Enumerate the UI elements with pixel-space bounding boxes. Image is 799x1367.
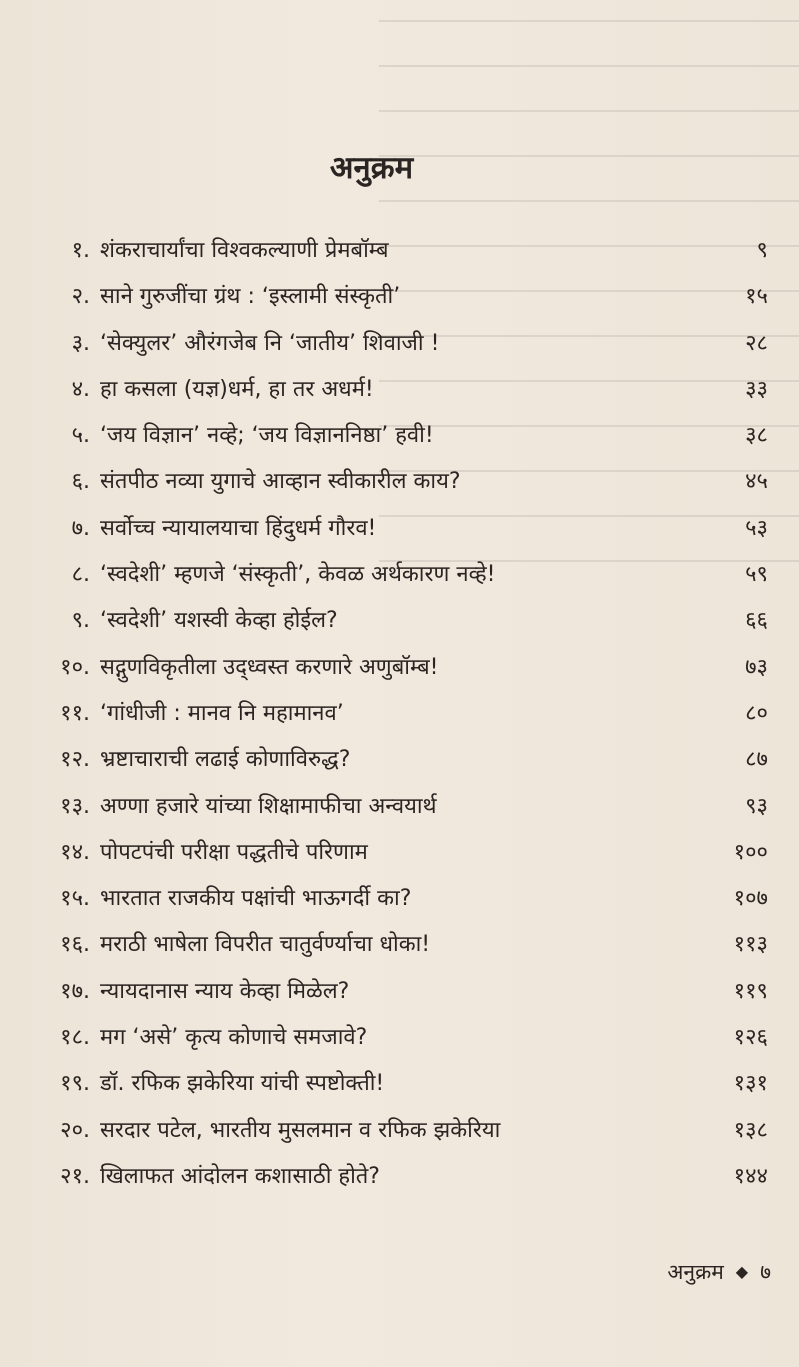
toc-entry-title: न्यायदानास न्याय केव्हा मिळेल? xyxy=(100,978,350,1004)
toc-entry xyxy=(30,1061,770,1107)
toc-entry xyxy=(30,274,770,320)
toc-entry xyxy=(30,598,770,644)
toc-entry-title: भारतात राजकीय पक्षांची भाऊगर्दी का? xyxy=(100,886,412,912)
toc-entry-number: १७. xyxy=(60,978,90,1004)
toc-entry-number: ९. xyxy=(71,608,90,634)
toc-entry-number: १६. xyxy=(60,932,90,958)
toc-entry xyxy=(30,737,770,783)
toc-entry xyxy=(30,1015,770,1061)
table-of-contents xyxy=(30,228,770,1200)
toc-entry-number: ११. xyxy=(60,700,90,726)
toc-entry-page: ७३ xyxy=(745,654,768,680)
toc-entry-title: साने गुरुजींचा ग्रंथ : ‘इस्लामी संस्कृती’ xyxy=(100,284,401,310)
toc-entry-number: ४. xyxy=(71,376,90,402)
toc-entry-title: ‘स्वदेशी’ म्हणजे ‘संस्कृती’, केवळ अर्थकारण नव्हे! xyxy=(100,562,496,588)
toc-entry xyxy=(30,321,770,367)
toc-entry-page: ३८ xyxy=(745,423,768,449)
toc-entry-title: हा कसला (यज्ञ)धर्म, हा तर अधर्म! xyxy=(100,376,374,402)
toc-entry-title: ‘सेक्युलर’ औरंगजेब नि ‘जातीय’ शिवाजी ! xyxy=(100,330,440,356)
toc-entry xyxy=(30,784,770,830)
toc-entry xyxy=(30,1154,770,1200)
toc-entry xyxy=(30,645,770,691)
toc-entry xyxy=(30,228,770,274)
toc-entry-page: ५३ xyxy=(745,515,768,541)
toc-entry-number: २०. xyxy=(60,1117,90,1143)
toc-entry-number: १. xyxy=(71,238,90,263)
toc-entry xyxy=(30,969,770,1015)
toc-entry-page: ११३ xyxy=(733,932,768,958)
footer-page-number: ७ xyxy=(760,1260,771,1284)
toc-entry-page: ९ xyxy=(756,238,768,263)
toc-entry-page: १२६ xyxy=(733,1025,768,1051)
toc-entry-number: १४. xyxy=(60,839,90,865)
toc-entry-page: ४५ xyxy=(745,469,768,495)
toc-entry-title: मराठी भाषेला विपरीत चातुर्वर्ण्याचा धोका! xyxy=(100,932,431,958)
toc-entry-number: ५. xyxy=(71,423,90,449)
toc-entry-title: मग ‘असे’ कृत्य कोणाचे समजावे? xyxy=(100,1025,368,1051)
toc-entry-title: खिलाफत आंदोलन कशासाठी होते? xyxy=(100,1163,380,1189)
toc-entry xyxy=(30,367,770,413)
toc-entry xyxy=(30,922,770,968)
toc-entry-title: ‘स्वदेशी’ यशस्वी केव्हा होईल? xyxy=(100,608,338,634)
toc-entry xyxy=(30,691,770,737)
toc-entry-number: ३. xyxy=(71,330,90,356)
toc-entry-number: २१. xyxy=(60,1163,90,1189)
toc-entry xyxy=(30,830,770,876)
toc-entry-title: ‘गांधीजी : मानव नि महामानव’ xyxy=(100,700,344,726)
diamond-icon: ◆ xyxy=(735,1262,749,1281)
toc-entry-title: सद्गुणविकृतीला उद्ध्वस्त करणारे अणुबॉम्ब! xyxy=(100,654,439,680)
toc-entry-page: १०० xyxy=(733,839,768,865)
toc-entry-title: संतपीठ नव्या युगाचे आव्हान स्वीकारील काय? xyxy=(100,469,461,495)
toc-entry-title: डॉ. रफिक झकेरिया यांची स्पष्टोक्ती! xyxy=(100,1071,385,1097)
toc-entry-page: ९३ xyxy=(745,793,768,819)
toc-entry-page: २८ xyxy=(745,330,768,356)
toc-entry xyxy=(30,506,770,552)
toc-entry xyxy=(30,459,770,505)
toc-entry-page: ११९ xyxy=(733,978,768,1004)
toc-entry-title: सर्वोच्च न्यायालयाचा हिंदुधर्म गौरव! xyxy=(100,515,377,541)
toc-entry-title: भ्रष्टाचाराची लढाई कोणाविरुद्ध? xyxy=(100,747,351,773)
toc-entry-page: ८७ xyxy=(745,747,768,773)
toc-entry-page: ५९ xyxy=(745,562,768,588)
toc-entry-number: १५. xyxy=(60,886,90,912)
toc-entry-number: १०. xyxy=(60,654,90,680)
toc-entry-number: २. xyxy=(71,284,90,310)
toc-entry-number: १२. xyxy=(60,747,90,773)
toc-entry-page: १३१ xyxy=(733,1071,768,1097)
toc-entry xyxy=(30,1108,770,1154)
toc-entry-page: १०७ xyxy=(733,886,768,912)
toc-entry-title: अण्णा हजारे यांच्या शिक्षामाफीचा अन्वयार्थ xyxy=(100,793,437,819)
toc-entry-number: ७. xyxy=(71,515,90,541)
toc-entry-page: ८० xyxy=(745,700,768,726)
toc-entry-page: १४४ xyxy=(733,1163,768,1189)
toc-entry-number: १८. xyxy=(60,1025,90,1051)
footer-label: अनुक्रम xyxy=(667,1260,724,1284)
toc-entry-title: शंकराचार्यांचा विश्वकल्याणी प्रेमबॉम्ब xyxy=(100,238,389,263)
toc-entry-number: ८. xyxy=(71,562,90,588)
toc-entry-page: १३८ xyxy=(733,1117,768,1143)
toc-entry-page: ३३ xyxy=(745,376,768,402)
toc-entry xyxy=(30,413,770,459)
toc-entry-page: १५ xyxy=(745,284,768,310)
toc-entry-number: १३. xyxy=(60,793,90,819)
toc-entry-title: ‘जय विज्ञान’ नव्हे; ‘जय विज्ञाननिष्ठा’ हवी! xyxy=(100,423,434,449)
toc-entry-number: १९. xyxy=(60,1071,90,1097)
toc-entry-title: पोपटपंची परीक्षा पद्धतीचे परिणाम xyxy=(100,839,368,865)
toc-entry xyxy=(30,552,770,598)
page-footer xyxy=(667,1258,771,1286)
toc-entry-title: सरदार पटेल, भारतीय मुसलमान व रफिक झकेरिया xyxy=(100,1117,501,1143)
toc-entry xyxy=(30,876,770,922)
page-title: अनुक्रम xyxy=(329,150,414,186)
toc-entry-number: ६. xyxy=(71,469,90,495)
toc-entry-page: ६६ xyxy=(745,608,768,634)
